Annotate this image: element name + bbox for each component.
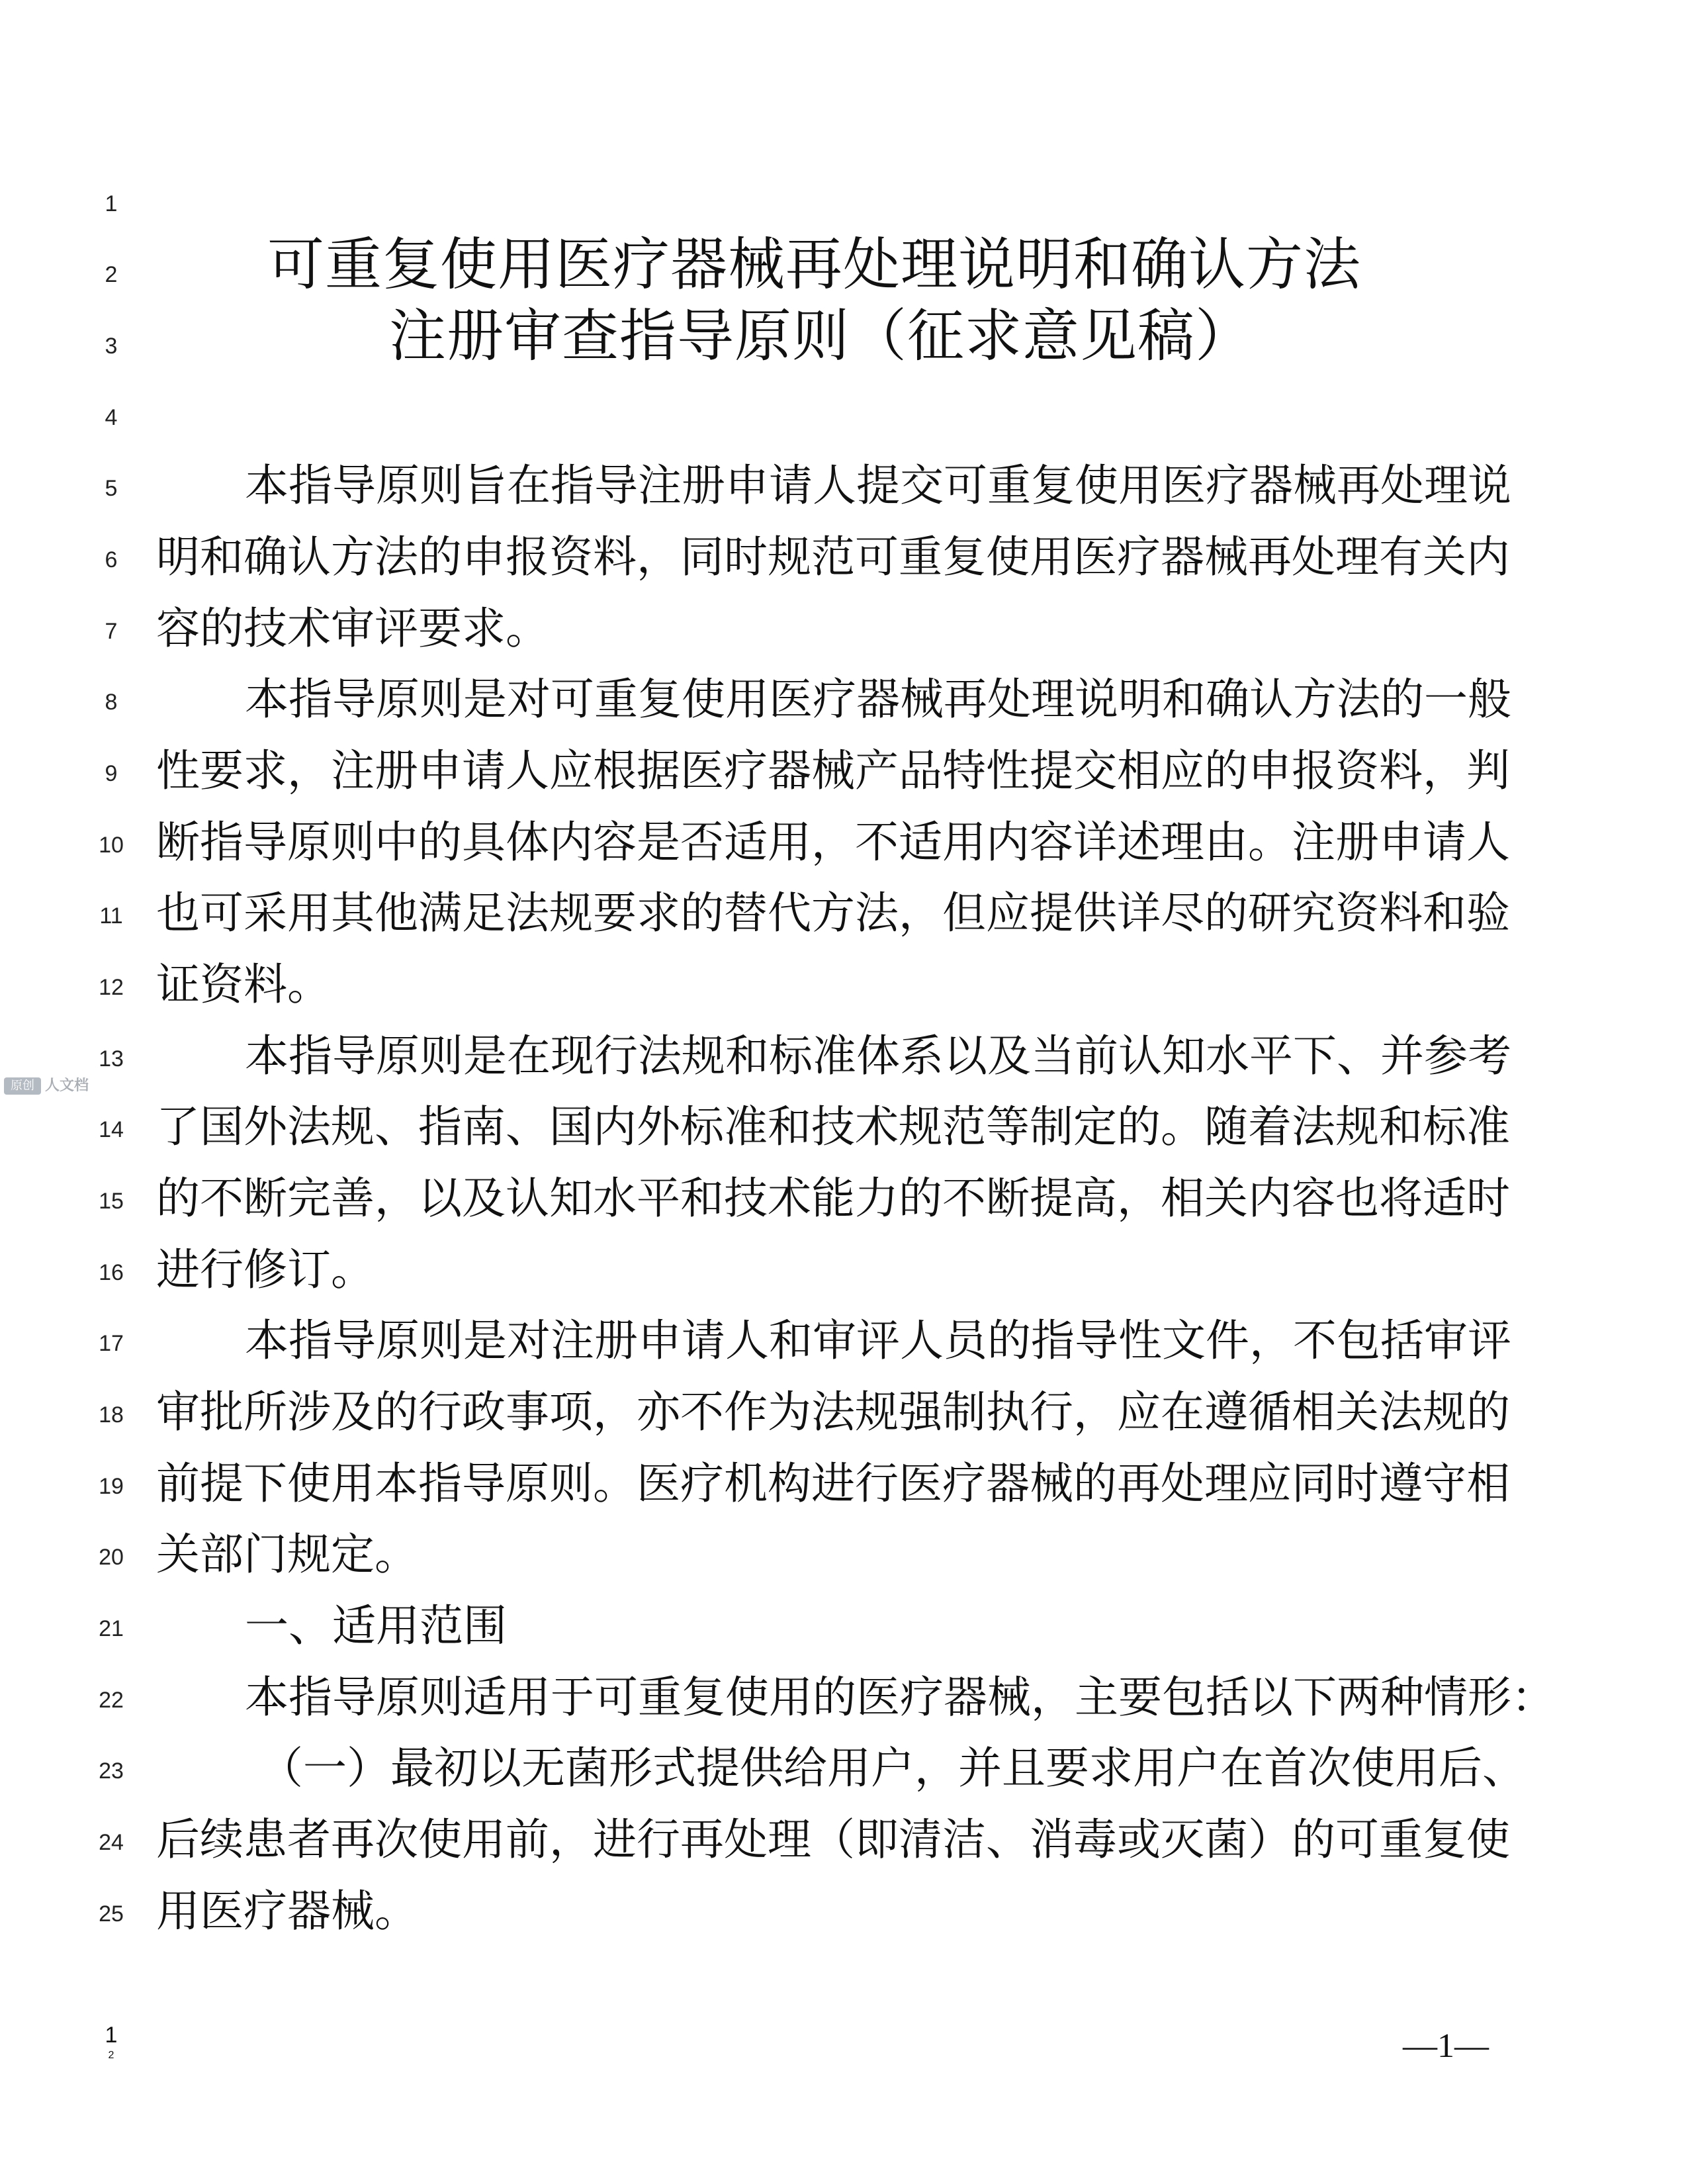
line-number-3: 3: [105, 334, 118, 359]
body-line-5: 本指导原则旨在指导注册申请人提交可重复使用医疗器械再处理说: [245, 460, 1511, 511]
line-number-25: 25: [99, 1901, 124, 1927]
body-line-17: 本指导原则是对注册申请人和审评人员的指导性文件，不包括审评: [245, 1315, 1511, 1366]
line-number-17: 17: [99, 1331, 124, 1356]
body-line-12: 证资料。: [156, 959, 331, 1010]
line-number-19: 19: [99, 1474, 124, 1499]
body-line-22: 本指导原则适用于可重复使用的医疗器械，主要包括以下两种情形：: [245, 1672, 1555, 1723]
line-number-12: 12: [99, 975, 124, 1000]
footer-line-number-2: 2: [108, 2050, 114, 2061]
line-number-6: 6: [105, 547, 118, 572]
body-line-15: 的不断完善，以及认知水平和技术能力的不断提高，相关内容也将适时: [156, 1173, 1510, 1224]
body-line-9: 性要求，注册申请人应根据医疗器械产品特性提交相应的申报资料，判: [156, 745, 1510, 796]
body-line-18: 审批所涉及的行政事项，亦不作为法规强制执行，应在遵循相关法规的: [156, 1387, 1510, 1437]
body-line-19: 前提下使用本指导原则。医疗机构进行医疗器械的再处理应同时遵守相: [156, 1458, 1510, 1509]
body-line-13: 本指导原则是在现行法规和标准体系以及当前认知水平下、并参考: [245, 1030, 1511, 1081]
line-number-2: 2: [105, 262, 118, 287]
line-number-10: 10: [99, 833, 124, 858]
body-line-11: 也可采用其他满足法规要求的替代方法，但应提供详尽的研究资料和验: [156, 887, 1510, 938]
body-line-6: 明和确认方法的申报资料，同时规范可重复使用医疗器械再处理有关内: [156, 531, 1510, 582]
footer-line-number-1: 1: [105, 2023, 118, 2048]
body-line-14: 了国外法规、指南、国内外标准和技术规范等制定的。随着法规和标准: [156, 1101, 1510, 1152]
watermark: [4, 1077, 89, 1095]
line-number-7: 7: [105, 619, 118, 644]
line-number-18: 18: [99, 1402, 124, 1428]
line-number-13: 13: [99, 1046, 124, 1071]
body-line-25: 用医疗器械。: [156, 1886, 418, 1936]
body-line-7: 容的技术审评要求。: [156, 603, 549, 654]
line-number-1: 1: [105, 191, 118, 216]
body-line-16: 进行修订。: [156, 1244, 375, 1295]
body-line-24: 后续患者再次使用前，进行再处理（即清洁、消毒或灭菌）的可重复使: [156, 1814, 1510, 1865]
page-number: —1—: [1403, 2027, 1489, 2065]
document-title-line-2: 注册审查指导原则（征求意见稿）: [389, 303, 1253, 369]
line-number-9: 9: [105, 761, 118, 786]
line-number-11: 11: [99, 903, 123, 929]
line-number-24: 24: [99, 1830, 124, 1855]
line-number-21: 21: [99, 1616, 124, 1641]
line-number-22: 22: [99, 1688, 124, 1713]
body-line-20: 关部门规定。: [156, 1529, 418, 1580]
line-number-15: 15: [99, 1189, 124, 1214]
line-number-23: 23: [99, 1758, 124, 1784]
watermark-text: 人文档: [45, 1077, 89, 1094]
body-line-23: （一）最初以无菌形式提供给用户，并且要求用户在首次使用后、: [259, 1743, 1526, 1794]
body-line-10: 断指导原则中的具体内容是否适用，不适用内容详述理由。注册申请人: [156, 817, 1510, 868]
line-number-5: 5: [105, 476, 118, 501]
line-number-8: 8: [105, 690, 118, 715]
line-number-20: 20: [99, 1545, 124, 1570]
section-heading-scope: 一、适用范围: [245, 1600, 507, 1651]
body-line-8: 本指导原则是对可重复使用医疗器械再处理说明和确认方法的一般: [245, 674, 1511, 725]
line-number-4: 4: [105, 405, 118, 430]
line-number-14: 14: [99, 1117, 124, 1142]
document-title-line-1: 可重复使用医疗器械再处理说明和确认方法: [267, 232, 1361, 298]
line-number-16: 16: [99, 1260, 124, 1285]
watermark-badge: 原创: [4, 1077, 41, 1095]
